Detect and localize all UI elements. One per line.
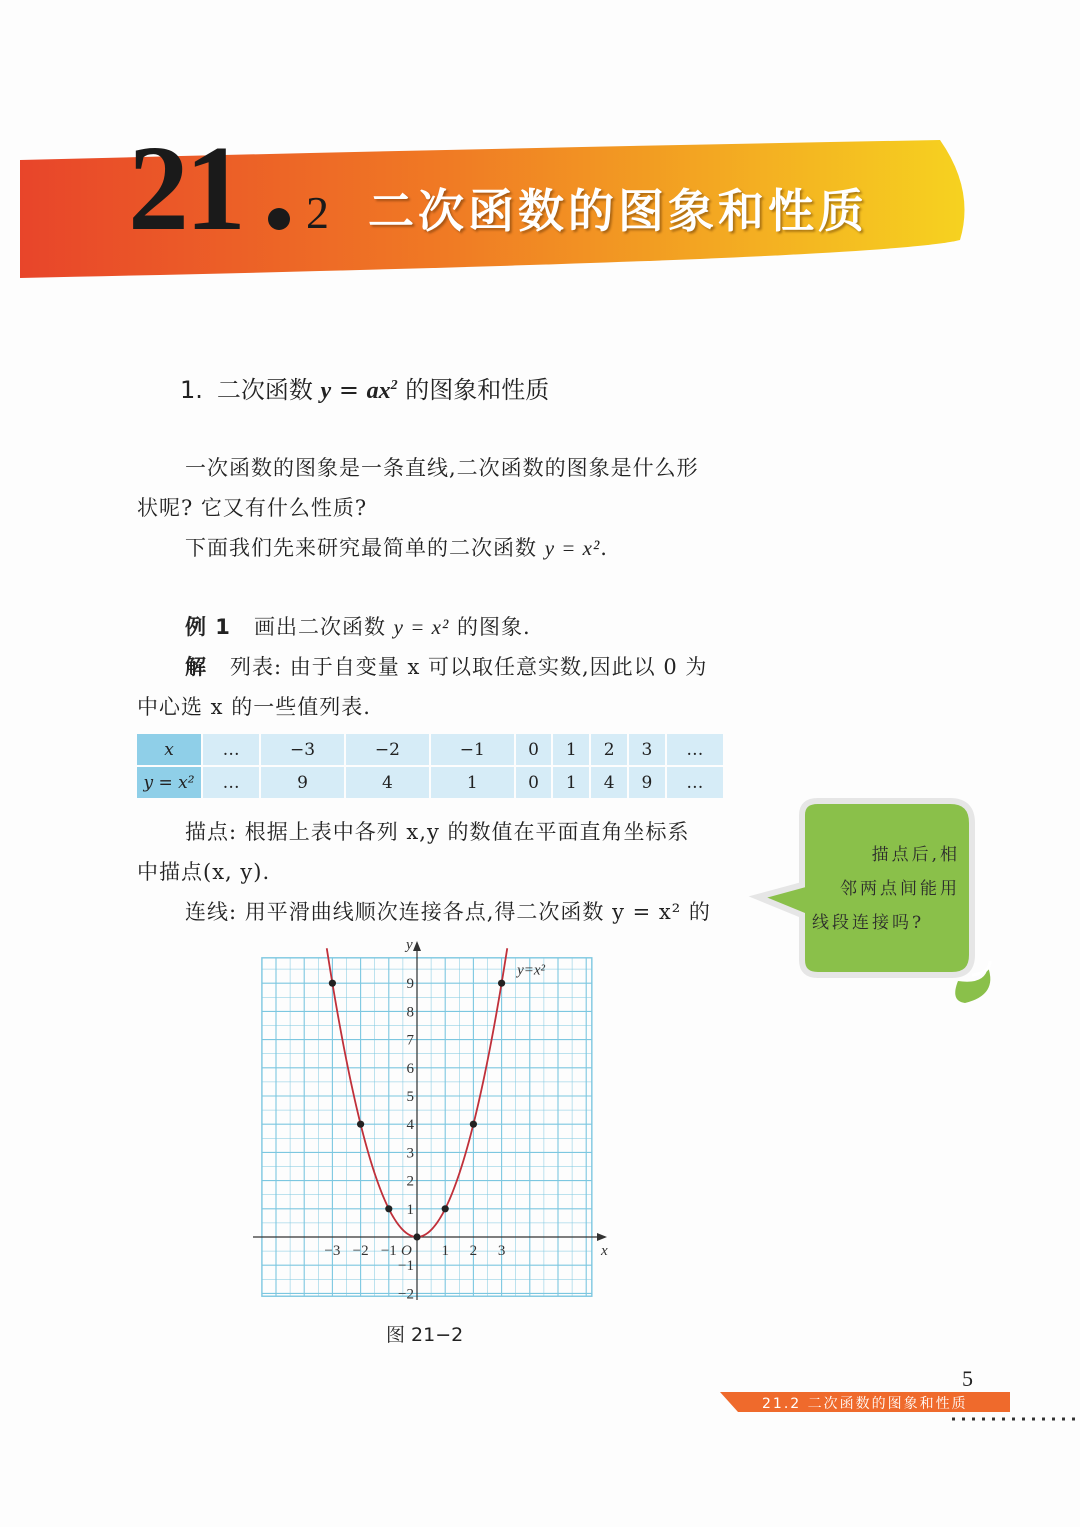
data-point (442, 1205, 449, 1212)
intro-line-3 (185, 528, 608, 568)
table-header-y: y = x² (137, 767, 201, 798)
intro-line-3-post: . (600, 536, 608, 560)
table-cell: −3 (261, 734, 344, 765)
bubble-line: 描点后,相 (871, 845, 960, 865)
y-axis-label: y (406, 937, 413, 953)
y-tick-label: 4 (406, 1117, 414, 1134)
solution-text-1: 列表: 由于自变量 x 可以取任意实数,因此以 0 为 (230, 655, 708, 679)
parabola-chart (245, 935, 625, 1300)
x-axis-label: x (601, 1243, 608, 1259)
curve-label: y=x² (517, 962, 546, 979)
bubble-line: 线段连接吗? (812, 913, 925, 933)
intro-line-1: 一次函数的图象是一条直线,二次函数的图象是什么形 (185, 456, 699, 480)
y-tick-label: 7 (406, 1032, 414, 1049)
data-point (498, 980, 505, 987)
y-tick-label: 3 (406, 1145, 414, 1162)
bubble-text (812, 838, 960, 940)
intro-line-3-pre: 下面我们先来研究最简单的二次函数 (185, 536, 545, 560)
section-heading-post: 的图象和性质 (397, 376, 550, 404)
solution-line-1 (185, 647, 707, 687)
y-tick-label: 1 (406, 1201, 414, 1218)
table-cell: −2 (346, 734, 429, 765)
data-point (357, 1121, 364, 1128)
table-cell: … (203, 734, 259, 765)
y-tick-label: 5 (406, 1089, 414, 1105)
example-text-pre: 画出二次函数 (253, 615, 394, 639)
y-axis-arrow (413, 941, 421, 951)
data-point (470, 1121, 477, 1128)
intro-formula: y = x² (544, 536, 601, 560)
section-heading (180, 370, 549, 407)
section-number: 2 (306, 187, 329, 238)
page-number: 5 (962, 1366, 973, 1391)
chapter-dot (268, 208, 290, 230)
y-tick-label: 8 (406, 1004, 414, 1021)
example-label: 例 1 (185, 615, 231, 639)
banner-title: 二次函数的图象和性质 (368, 184, 868, 238)
example-text-post: 的图象. (449, 615, 531, 639)
formula-ax: ax (366, 378, 391, 404)
plot-line-3: 连线: 用平滑曲线顺次连接各点,得二次函数 y = x² 的 (185, 900, 711, 924)
table-cell: 3 (629, 734, 665, 765)
table-cell: 0 (516, 734, 552, 765)
table-cell: … (203, 767, 259, 798)
table-cell: −1 (431, 734, 514, 765)
example-line (185, 607, 531, 647)
table-cell: 0 (516, 767, 552, 798)
x-tick-label: 1 (441, 1243, 449, 1259)
data-point (413, 1233, 420, 1240)
table-row-x (137, 734, 723, 765)
y-tick-label: −1 (398, 1258, 414, 1275)
section-heading-number: 1. (180, 376, 203, 404)
y-tick-label: −2 (398, 1286, 414, 1300)
table-cell: 4 (346, 767, 429, 798)
grid-border (262, 958, 592, 1296)
table-cell: 1 (553, 734, 589, 765)
solution-label: 解 (185, 655, 207, 679)
data-point (329, 980, 336, 987)
value-table (135, 732, 725, 800)
figure-caption: 图 21−2 (386, 1324, 464, 1346)
formula-eq: = (331, 376, 367, 404)
formula-y: y (320, 378, 332, 404)
plot-line-1: 描点: 根据上表中各列 x,y 的数值在平面直角坐标系 (185, 820, 690, 844)
intro-line-2: 状呢? 它又有什么性质? (137, 496, 368, 520)
x-tick-label: −2 (352, 1243, 369, 1259)
plot-line-2: 中描点(x, y). (137, 860, 271, 884)
x-tick-label: 2 (469, 1243, 478, 1259)
chapter-number: 21 (128, 121, 242, 256)
formula-sup: 2 (390, 378, 398, 393)
table-header-x: x (137, 734, 201, 765)
x-tick-label: 3 (497, 1243, 506, 1259)
table-cell: 1 (553, 767, 589, 798)
x-tick-label: −3 (324, 1243, 341, 1259)
example-formula: y = x² (393, 615, 450, 639)
bubble-line: 邻两点间能用 (840, 879, 960, 899)
table-row-y (137, 767, 723, 798)
y-tick-label: 2 (406, 1173, 414, 1190)
y-tick-label: 9 (406, 976, 414, 993)
footer-text: 21.2 二次函数的图象和性质 (762, 1396, 968, 1412)
x-tick-label: −1 (380, 1243, 397, 1259)
solution-line-2: 中心选 x 的一些值列表. (137, 695, 371, 719)
y-tick-label: 6 (406, 1060, 414, 1077)
x-axis-arrow (597, 1233, 607, 1241)
table-cell: … (667, 767, 723, 798)
table-cell: 9 (261, 767, 344, 798)
table-cell: … (667, 734, 723, 765)
data-point (385, 1205, 392, 1212)
section-heading-pre: 二次函数 (216, 376, 313, 404)
table-cell: 2 (591, 734, 627, 765)
table-cell: 1 (431, 767, 514, 798)
table-cell: 9 (629, 767, 665, 798)
origin-label: O (401, 1243, 412, 1259)
table-cell: 4 (591, 767, 627, 798)
